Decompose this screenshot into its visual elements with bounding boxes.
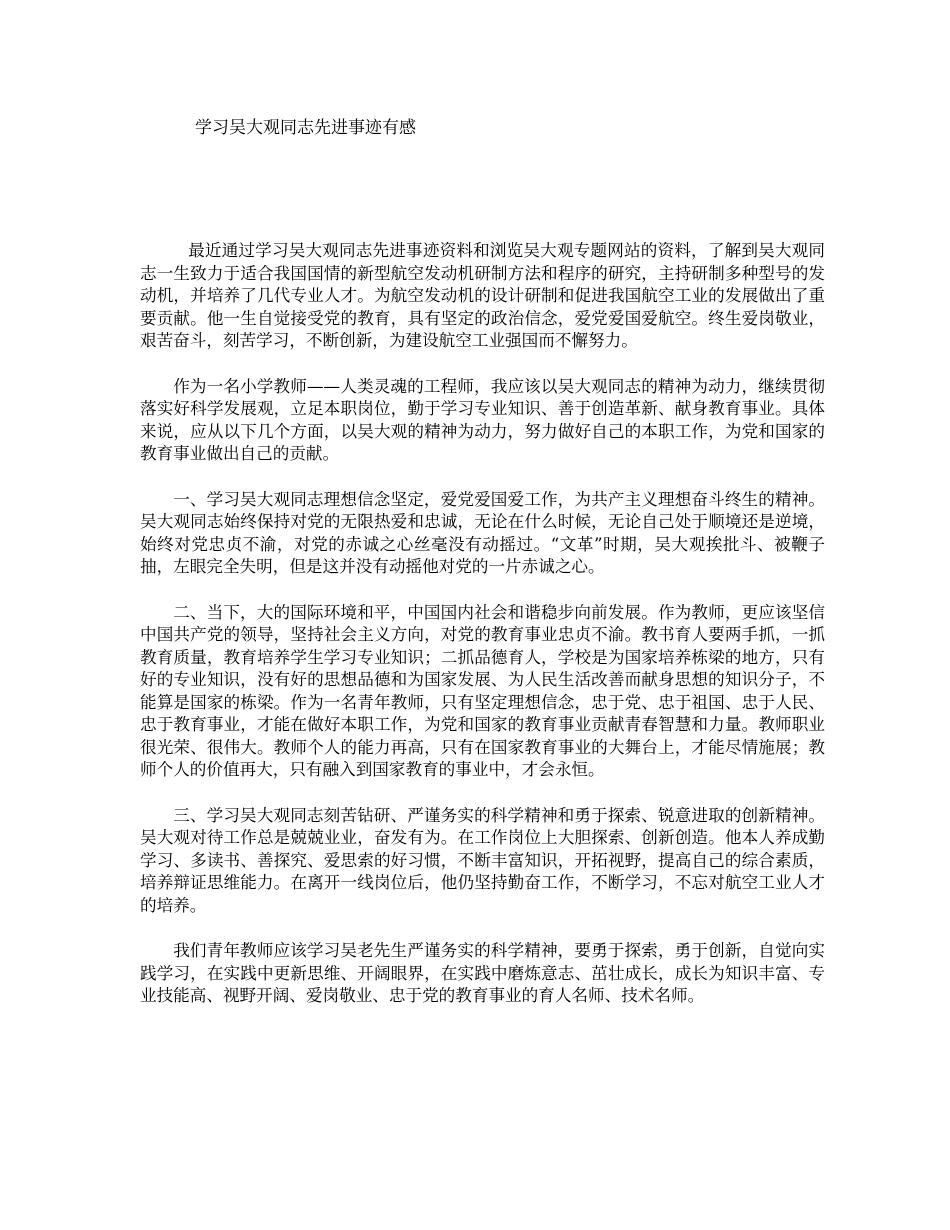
paragraph-5: 三、学习吴大观同志刻苦钻研、严谨务实的科学精神和勇于探索、锐意进取的创新精神。吴大观对待工作总是兢兢业业，奋发有为。在工作岗位上大胆探索、创新创造。他本人养成勤学习、多读书、善探究、爱思索的好习惯，不断丰富知识，开拓视野，提高自己的综合素质，培养辩证思维能力。在离开一线岗位后，他仍坚持勤奋工作，不断学习，不忘对航空工业人才的培养。: [140, 805, 825, 915]
paragraph-4: 二、当下，大的国际环境和平，中国国内社会和谐稳步向前发展。作为教师，更应该坚信中国共产党的领导，坚持社会主义方向，对党的教育事业忠贞不渝。教书育人要两手抓，一抓教育质量，教育培养学生学习专业知识；二抓品德育人，学校是为国家培养栋梁的地方，只有好的专业知识，没有好的思想品德和为国家发展、为人民生活改善而献身思想的知识分子，不能算是国家的栋梁。作为一名青年教师，只有坚定理想信念，忠于党、忠于祖国、忠于人民、忠于教育事业，才能在做好本职工作，为党和国家的教育事业贡献青春智慧和力量。教师职业很光荣、很伟大。教师个人的能力再高，只有在国家教育事业的大舞台上，才能尽情施展；教师个人的价值再大，只有融入到国家教育的事业中，才会永恒。: [140, 602, 825, 779]
paragraph-6: 我们青年教师应该学习吴老先生严谨务实的科学精神，要勇于探索，勇于创新，自觉向实践学习，在实践中更新思维、开阔眼界，在实践中磨炼意志、茁壮成长，成长为知识丰富、专业技能高、视野开阔、爱岗敬业、忠于党的教育事业的育人名师、技术名师。: [140, 941, 825, 1005]
document-body: [140, 240, 825, 1031]
paragraph-1: 最近通过学习吴大观同志先进事迹资料和浏览吴大观专题网站的资料，了解到吴大观同志一生致力于适合我国国情的新型航空发动机研制方法和程序的研究，主持研制多种型号的发动机，并培养了几代专业人才。为航空发动机的设计研制和促进我国航空工业的发展做出了重要贡献。他一生自觉接受党的教育，具有坚定的政治信念，爱党爱国爱航空。终生爱岗敬业，艰苦奋斗，刻苦学习，不断创新，为建设航空工业强国而不懈努力。: [140, 241, 825, 350]
paragraph-3: 一、学习吴大观同志理想信念坚定，爱党爱国爱工作，为共产主义理想奋斗终生的精神。吴大观同志始终保持对党的无限热爱和忠诚，无论在什么时候，无论自己处于顺境还是逆境，始终对党忠贞不渝，对党的赤诚之心丝毫没有动摇过。“文革”时期，吴大观挨批斗、被鞭子抽，左眼完全失明，但是这并没有动摇他对党的一片赤诚之心。: [140, 489, 825, 576]
document-title: 学习吴大观同志先进事迹有感: [195, 118, 416, 138]
paragraph-2: 作为一名小学教师——人类灵魂的工程师，我应该以吴大观同志的精神为动力，继续贯彻落实好科学发展观，立足本职岗位，勤于学习专业知识、善于创造革新、献身教育事业。具体来说，应从以下几个方面，以吴大观的精神为动力，努力做好自己的本职工作，为党和国家的教育事业做出自己的贡献。: [140, 376, 825, 463]
